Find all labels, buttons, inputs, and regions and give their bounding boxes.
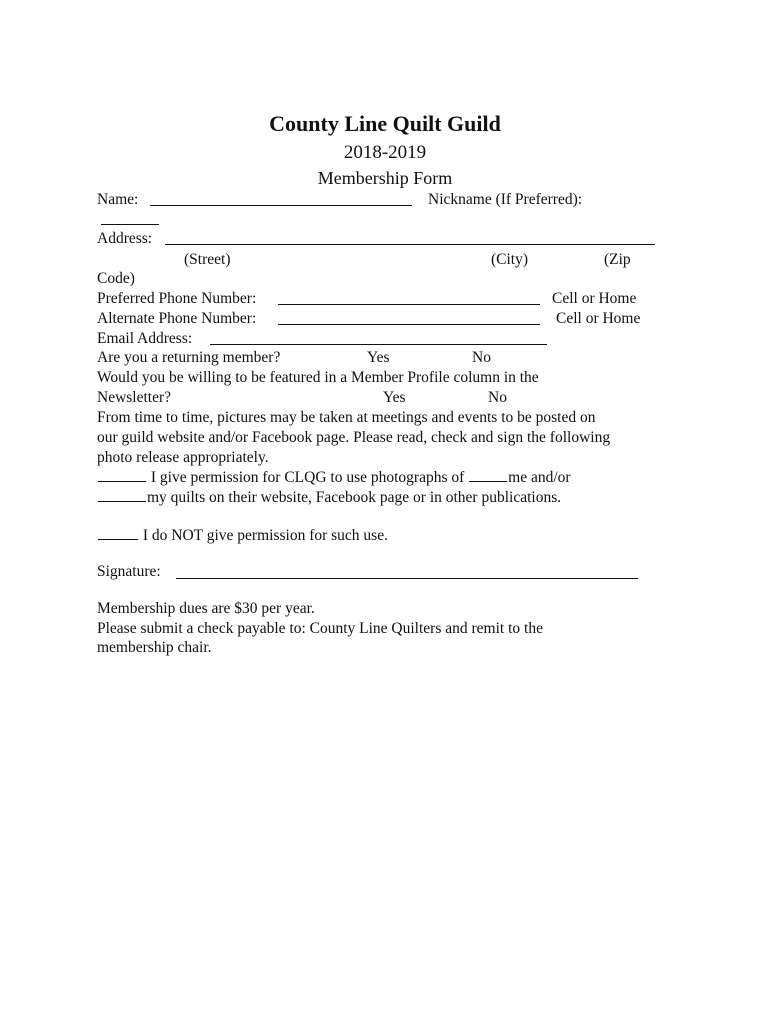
returning-no-option[interactable]: No [472, 349, 491, 366]
profile-question-line1: Would you be willing to be featured in a Member Profile column in the [97, 369, 539, 386]
signature-label: Signature: [97, 563, 161, 580]
name-label: Name: [97, 191, 139, 208]
submit-text-line2: membership chair. [97, 639, 212, 656]
address-field[interactable] [165, 244, 655, 245]
preferred-phone-label: Preferred Phone Number: [97, 290, 257, 307]
form-year: 2018-2019 [343, 142, 427, 163]
permission-give-text-b: me and/or [508, 469, 571, 486]
permission-give-text-a: I give permission for CLQG to use photographs of [147, 469, 469, 486]
form-name: Membership Form [317, 168, 453, 188]
permission-deny-line [97, 525, 388, 546]
profile-question-line2: Newsletter? [97, 389, 172, 406]
alternate-phone-label: Alternate Phone Number: [97, 310, 257, 327]
preferred-phone-field[interactable] [278, 304, 540, 305]
street-label: (Street) [184, 251, 231, 268]
permission-give-text-c: my quilts on their website, Facebook page or in other publications. [147, 489, 562, 506]
permission-give-line1 [97, 467, 571, 488]
photo-release-intro-line3: photo release appropriately. [97, 449, 269, 466]
permission-quilts-blank[interactable] [98, 487, 146, 502]
returning-yes-option[interactable]: Yes [367, 349, 390, 366]
email-label: Email Address: [97, 330, 193, 347]
profile-no-option[interactable]: No [488, 389, 507, 406]
alternate-phone-field[interactable] [278, 324, 540, 325]
photo-release-intro-line1: From time to time, pictures may be taken at meetings and events to be posted on [97, 409, 596, 426]
form-title: County Line Quilt Guild [269, 111, 501, 136]
dues-text: Membership dues are $30 per year. [97, 600, 315, 617]
preferred-phone-type: Cell or Home [552, 290, 637, 307]
permission-deny-checkbox[interactable] [98, 525, 138, 540]
permission-me-blank[interactable] [469, 467, 507, 482]
signature-field[interactable] [176, 578, 638, 579]
nickname-field[interactable] [101, 224, 159, 225]
zip-label-part2: Code) [97, 270, 135, 287]
city-label: (City) [491, 251, 529, 268]
permission-deny-text: I do NOT give permission for such use. [139, 527, 388, 544]
alternate-phone-type: Cell or Home [556, 310, 641, 327]
permission-give-line2 [97, 487, 561, 508]
nickname-label: Nickname (If Preferred): [428, 191, 583, 208]
photo-release-intro-line2: our guild website and/or Facebook page. Please read, check and sign the following [97, 429, 611, 446]
address-label: Address: [97, 230, 153, 247]
name-field[interactable] [150, 205, 412, 206]
submit-text-line1: Please submit a check payable to: County Line Quilters and remit to the [97, 620, 543, 637]
returning-question: Are you a returning member? [97, 349, 281, 366]
zip-label-part1: (Zip [604, 251, 631, 268]
email-field[interactable] [210, 344, 547, 345]
profile-yes-option[interactable]: Yes [383, 389, 406, 406]
permission-give-checkbox[interactable] [98, 467, 146, 482]
